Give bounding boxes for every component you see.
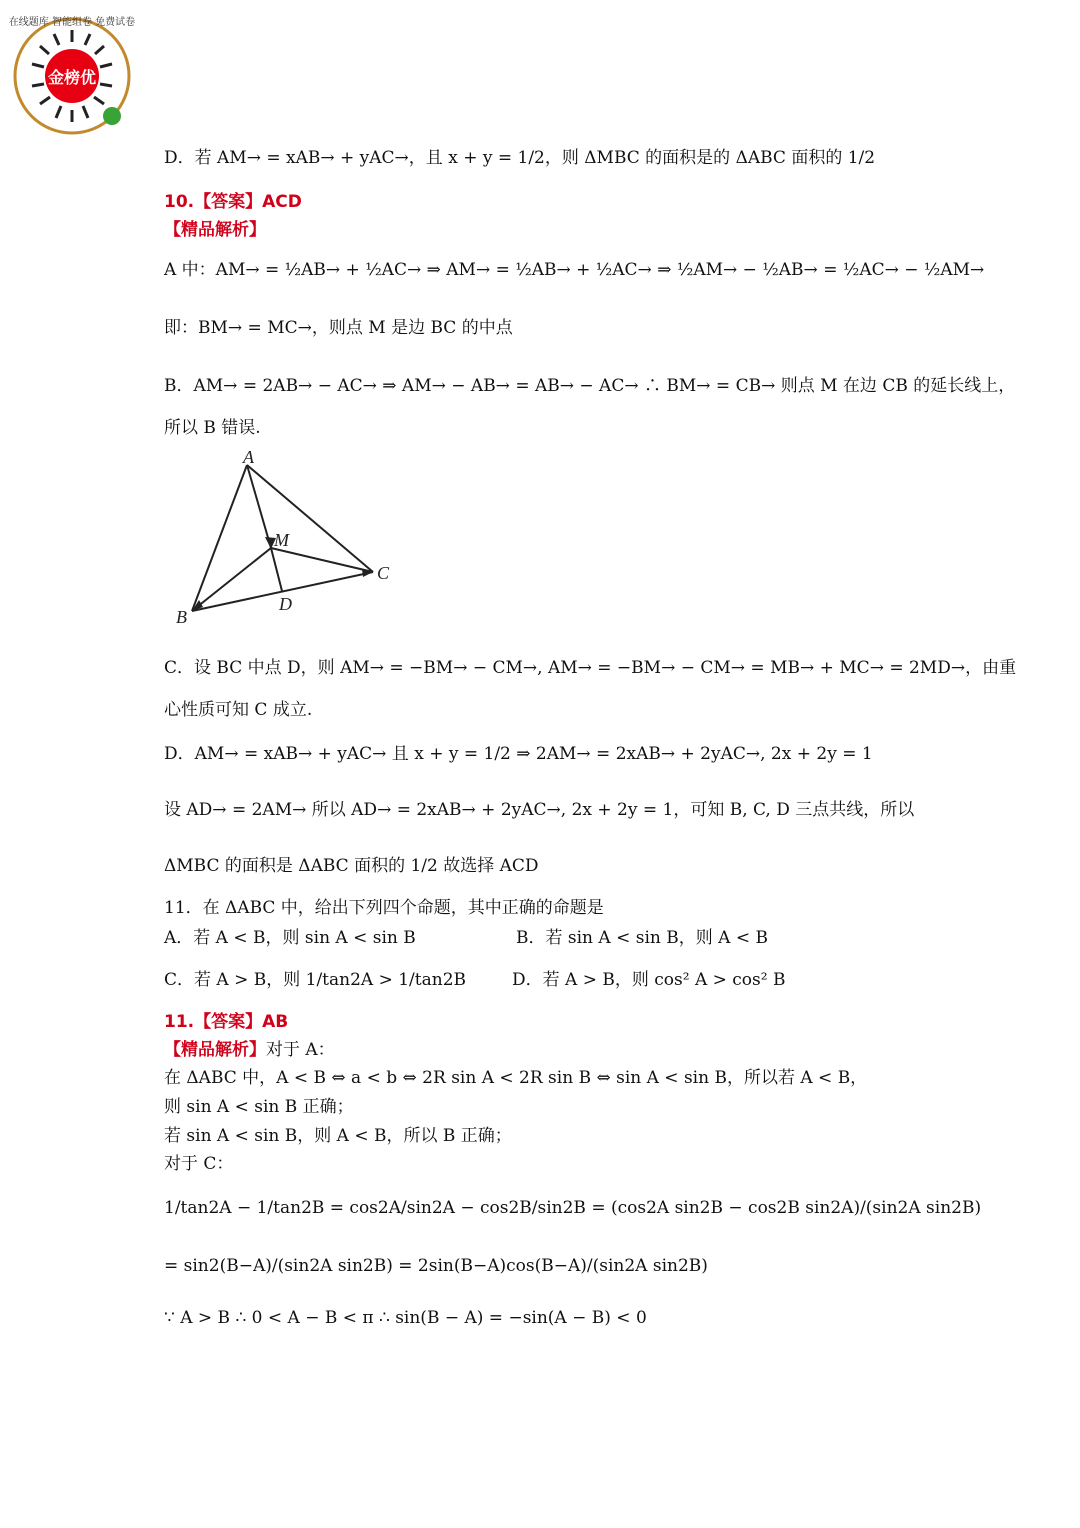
q10-analysis-c-conclusion: 心性质可知 C 成立. <box>164 700 313 720</box>
segment-md <box>271 548 282 591</box>
q11-answer: 11.【答案】AB <box>164 1012 289 1032</box>
triangle-figure <box>170 445 405 630</box>
q11-analysis-c-step2: = sin2(B−A)/(sin2A sin2B) = 2sin(B−A)cos(B−A)/(sin2A sin2B) <box>164 1256 708 1276</box>
q10-analysis-d-conclusion: ΔMBC 的面积是 ΔABC 面积的 1/2 故选择 ACD <box>164 856 539 876</box>
q11-option-d: D．若 A > B，则 cos² A > cos² B <box>512 970 786 990</box>
q11-option-a: A．若 A < B，则 sin A < sin B <box>164 928 416 948</box>
logo-badge-icon <box>8 14 136 138</box>
q11-analysis-a-line2: 则 sin A < sin B 正确； <box>164 1097 354 1117</box>
q11-option-c: C．若 A > B，则 1/tan2A > 1/tan2B <box>164 970 467 990</box>
q10-analysis-b-conclusion: 所以 B 错误. <box>164 418 261 438</box>
q10-analysis-a: A 中：AM→ = ½AB→ + ½AC→ ⇒ AM→ = ½AB→ + ½AC→ ⇒ ½AM→ − ½AB→ = ½AC→ − ½AM→ <box>164 260 985 280</box>
vector-am <box>247 465 271 548</box>
point-label-c: C <box>377 563 390 583</box>
point-label-m: M <box>274 530 289 550</box>
logo-brand-text: 金榜优 <box>47 68 97 87</box>
logo <box>8 14 136 138</box>
point-label-d: D <box>279 594 292 614</box>
q10-analysis-d: D．AM→ = xAB→ + yAC→ 且 x + y = 1/2 ⇒ 2AM→ = 2xAB→ + 2yAC→, 2x + 2y = 1 <box>164 744 873 764</box>
point-label-a: A <box>243 447 254 467</box>
q10-analysis-b: B．AM→ = 2AB→ − AC→ ⇒ AM→ − AB→ = AB→ − AC→ ∴ BM→ = CB→ 则点 M 在边 CB 的延长线上， <box>164 376 1016 396</box>
q11-analysis-header: 【精品解析】对于 A： <box>164 1040 335 1060</box>
q11-analysis-c-label: 对于 C： <box>164 1154 234 1174</box>
q10-analysis-a-conclusion: 即：BM→ = MC→，则点 M 是边 BC 的中点 <box>164 318 513 338</box>
q10-option-d: D．若 AM→ = xAB→ + yAC→，且 x + y = 1/2，则 ΔMBC 的面积是的 ΔABC 面积的 1/2 <box>164 148 876 168</box>
q11-analysis-a-line1: 在 ΔABC 中，A < B ⇔ a < b ⇔ 2R sin A < 2R sin B ⇔ sin A < sin B，所以若 A < B， <box>164 1068 868 1088</box>
q11-option-b: B．若 sin A < sin B，则 A < B <box>516 928 768 948</box>
point-label-b: B <box>176 607 187 627</box>
q11-stem: 11．在 ΔABC 中，给出下列四个命题，其中正确的命题是 <box>164 898 604 918</box>
q10-analysis-label: 【精品解析】 <box>164 220 266 240</box>
q11-analysis-c-step1: 1/tan2A − 1/tan2B = cos2A/sin2A − cos2B/sin2B = (cos2A sin2B − cos2B sin2A)/(sin2A sin2B) <box>164 1198 982 1218</box>
q11-analysis-b: 若 sin A < sin B，则 A < B，所以 B 正确； <box>164 1126 512 1146</box>
q10-answer: 10.【答案】ACD <box>164 192 302 212</box>
q10-analysis-d-collinear: 设 AD→ = 2AM→ 所以 AD→ = 2xAB→ + 2yAC→, 2x + 2y = 1，可知 B, C, D 三点共线，所以 <box>164 800 915 820</box>
logo-ring-text: 在线题库 智能组卷 免费试卷 <box>8 17 136 28</box>
q10-analysis-c: C．设 BC 中点 D，则 AM→ = −BM→ − CM→, AM→ = −BM→ − CM→ = MB→ + MC→ = 2MD→，由重 <box>164 658 1017 678</box>
edge-ac <box>247 465 373 572</box>
q11-analysis-c-step3: ∵ A > B ∴ 0 < A − B < π ∴ sin(B − A) = −sin(A − B) < 0 <box>164 1308 647 1328</box>
